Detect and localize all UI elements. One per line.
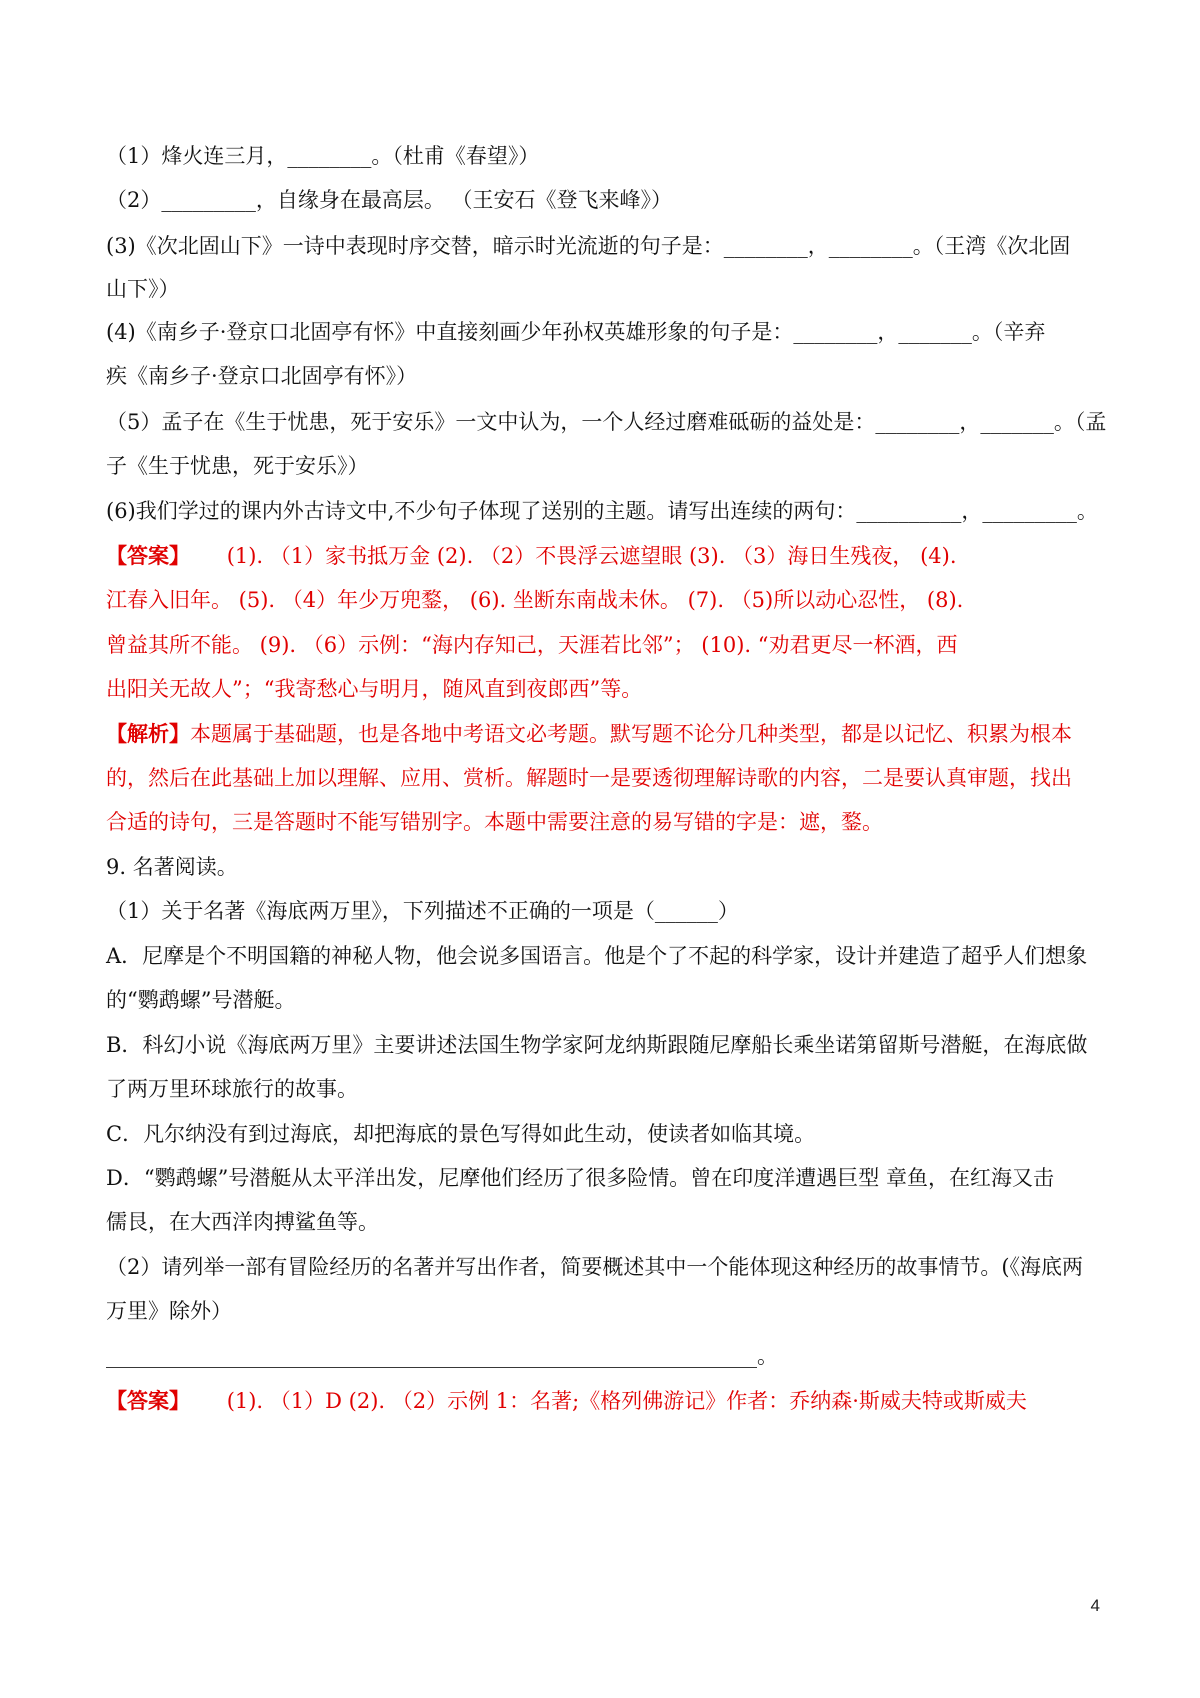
- question-8-5-line1: （5）孟子在《生于忧患，死于安乐》一文中认为，一个人经过磨难砥砺的益处是：________，_______。（孟: [106, 410, 1107, 434]
- question-9-1: （1）关于名著《海底两万里》，下列描述不正确的一项是（______）: [106, 899, 739, 923]
- option-a-line1: A．尼摩是个不明国籍的神秘人物，他会说多国语言。他是个了不起的科学家，设计并建造了超乎人们想象: [106, 944, 1088, 968]
- question-8-3-line2: 山下》）: [106, 277, 180, 301]
- option-d-line1: D．“鹦鹉螺”号潜艇从太平洋出发，尼摩他们经历了很多险情。曾在印度洋遭遇巨型 章鱼，在红海又击: [106, 1166, 1054, 1190]
- question-8-4-line2: 疾《南乡子·登京口北固亭有怀》）: [106, 364, 418, 388]
- analysis-8-line3: 合适的诗句，三是答题时不能写错别字。本题中需要注意的易写错的字是：遮，鍪。: [106, 810, 883, 834]
- page-number: 4: [1090, 1596, 1100, 1615]
- option-c: C．凡尔纳没有到过海底，却把海底的景色写得如此生动，使读者如临其境。: [106, 1122, 816, 1146]
- question-8-2: （2）_________，自缘身在最高层。 （王安石《登飞来峰》）: [106, 188, 673, 212]
- question-9-2-line1: （2）请列举一部有冒险经历的名著并写出作者，简要概述其中一个能体现这种经历的故事情节。(《海底两: [106, 1255, 1084, 1279]
- question-9-2-line2: 万里》除外）: [106, 1299, 232, 1323]
- answer-tag: 【答案】: [106, 543, 190, 568]
- option-b-line2: 了两万里环球旅行的故事。: [106, 1077, 358, 1101]
- question-8-1: （1）烽火连三月，________。（杜甫《春望》）: [106, 144, 540, 168]
- analysis-8-line2: 的，然后在此基础上加以理解、应用、赏析。解题时一是要透彻理解诗歌的内容，二是要认真审题，找出: [106, 766, 1072, 790]
- option-d-line2: 儒艮，在大西洋肉搏鲨鱼等。: [106, 1210, 379, 1234]
- answer-9-line1: 【答案】 (1). （1）D (2). （2）示例 1：名著;《格列佛游记》作者：乔纳森·斯威夫特或斯威夫: [106, 1388, 1027, 1413]
- question-8-5-line2: 子《生于忧患，死于安乐》）: [106, 454, 369, 478]
- answer-tag: 【答案】: [106, 1388, 190, 1413]
- question-8-4-line1: (4)《南乡子·登京口北固亭有怀》中直接刻画少年孙权英雄形象的句子是：________，_______。（辛弃: [106, 320, 1046, 344]
- analysis-tag: 【解析】: [106, 721, 190, 746]
- answer-8-line2: 江春入旧年。 (5). （4）年少万兜鍪， (6). 坐断东南战未休。 (7). （5)所以动心忍性， (8).: [106, 588, 964, 612]
- analysis-8-line1: 【解析】本题属于基础题，也是各地中考语文必考题。默写题不论分几种类型，都是以记忆、积累为根本: [106, 721, 1072, 746]
- option-b-line1: B．科幻小说《海底两万里》主要讲述法国生物学家阿龙纳斯跟随尼摩船长乘坐诺第留斯号潜艇，在海底做: [106, 1033, 1088, 1057]
- answer-8-line4: 出阳关无故人”；“我寄愁心与明月，随风直到夜郎西”等。: [106, 677, 643, 701]
- question-8-3-line1: (3)《次北固山下》一诗中表现时序交替，暗示时光流逝的句子是：________，________。（王湾《次北固: [106, 234, 1071, 258]
- answer-blank-line: ______________________________________________________________。: [106, 1344, 778, 1368]
- question-8-6: (6)我们学过的课内外古诗文中,不少句子体现了送别的主题。请写出连续的两句：__________，_________。: [106, 499, 1098, 523]
- question-9-title: 9. 名著阅读。: [106, 855, 238, 879]
- answer-8-line3: 曾益其所不能。 (9). （6）示例：“海内存知己，天涯若比邻”； (10). “劝君更尽一杯酒，西: [106, 633, 958, 657]
- option-a-line2: 的“鹦鹉螺”号潜艇。: [106, 988, 296, 1012]
- answer-8-line1: 【答案】 (1). （1）家书抵万金 (2). （2）不畏浮云遮望眼 (3). （3）海日生残夜， (4).: [106, 543, 957, 568]
